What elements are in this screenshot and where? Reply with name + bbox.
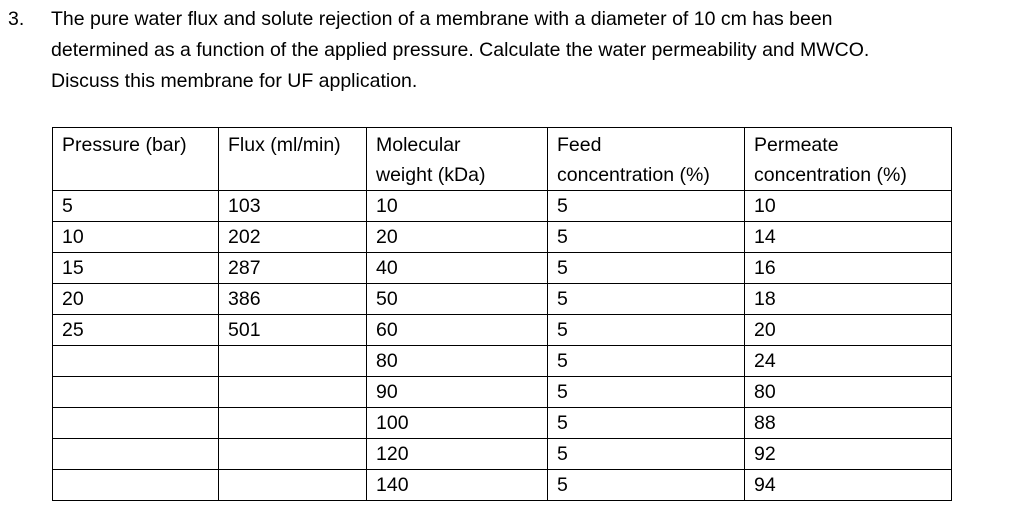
table-cell: 5 [548, 253, 745, 284]
table-cell: 50 [367, 284, 548, 315]
table-cell: 5 [548, 222, 745, 253]
table-cell: 90 [367, 377, 548, 408]
header-pressure [53, 128, 219, 191]
header-line: Pressure (bar) [62, 134, 187, 156]
table-row [53, 377, 952, 408]
table-cell: 15 [53, 253, 219, 284]
table-cell: 100 [367, 408, 548, 439]
table-cell: 20 [53, 284, 219, 315]
table-cell [219, 408, 367, 439]
table-cell: 10 [745, 191, 952, 222]
table-cell [219, 439, 367, 470]
table-cell: 10 [53, 222, 219, 253]
table-body [53, 191, 952, 501]
table-row [53, 470, 952, 501]
table-row [53, 253, 952, 284]
table-cell: 5 [548, 439, 745, 470]
table-cell: 5 [548, 346, 745, 377]
table-cell: 5 [548, 377, 745, 408]
table-cell: 5 [548, 470, 745, 501]
table-cell: 103 [219, 191, 367, 222]
table-cell [219, 377, 367, 408]
table-cell: 25 [53, 315, 219, 346]
table-row [53, 346, 952, 377]
header-feed-concentration [548, 128, 745, 191]
header-line: Molecular [376, 134, 461, 156]
table-cell: 80 [745, 377, 952, 408]
table-cell: 24 [745, 346, 952, 377]
table-cell: 40 [367, 253, 548, 284]
table-cell: 16 [745, 253, 952, 284]
table-row [53, 315, 952, 346]
table-cell: 14 [745, 222, 952, 253]
table-cell [53, 408, 219, 439]
table-row [53, 191, 952, 222]
header-permeate-concentration [745, 128, 952, 191]
table-cell: 20 [745, 315, 952, 346]
table-cell [53, 377, 219, 408]
header-line: weight (kDa) [376, 164, 486, 186]
question-line: The pure water flux and solute rejection of a membrane with a diameter of 10 cm has been [51, 8, 833, 30]
table-cell: 92 [745, 439, 952, 470]
table-cell: 202 [219, 222, 367, 253]
question-line: determined as a function of the applied pressure. Calculate the water permeability and MWCO. [51, 39, 870, 61]
question-block [8, 4, 1008, 97]
question-line: Discuss this membrane for UF application. [51, 70, 418, 92]
table-cell: 10 [367, 191, 548, 222]
header-line: Feed [557, 134, 602, 156]
question-text [51, 4, 1008, 97]
table-row [53, 439, 952, 470]
table-cell: 120 [367, 439, 548, 470]
table-cell [53, 470, 219, 501]
table-cell: 287 [219, 253, 367, 284]
table-cell: 20 [367, 222, 548, 253]
table-cell: 60 [367, 315, 548, 346]
header-line: Permeate [754, 134, 839, 156]
table-cell: 94 [745, 470, 952, 501]
table-cell [219, 346, 367, 377]
table-cell: 18 [745, 284, 952, 315]
table-row [53, 408, 952, 439]
table-cell: 5 [53, 191, 219, 222]
table-cell: 5 [548, 284, 745, 315]
header-row [53, 128, 952, 191]
table-cell: 88 [745, 408, 952, 439]
table-cell [53, 346, 219, 377]
table-cell: 5 [548, 408, 745, 439]
header-line: concentration (%) [557, 164, 710, 186]
table-row [53, 222, 952, 253]
header-line: concentration (%) [754, 164, 907, 186]
table-cell [219, 470, 367, 501]
table-row [53, 284, 952, 315]
question-number: 3. [8, 8, 25, 30]
table-cell: 5 [548, 191, 745, 222]
table-cell [53, 439, 219, 470]
table-cell: 501 [219, 315, 367, 346]
table-cell: 386 [219, 284, 367, 315]
header-molecular-weight [367, 128, 548, 191]
header-flux [219, 128, 367, 191]
table-cell: 5 [548, 315, 745, 346]
table-cell: 80 [367, 346, 548, 377]
table-cell: 140 [367, 470, 548, 501]
header-line: Flux (ml/min) [228, 134, 341, 156]
data-table [52, 127, 952, 501]
